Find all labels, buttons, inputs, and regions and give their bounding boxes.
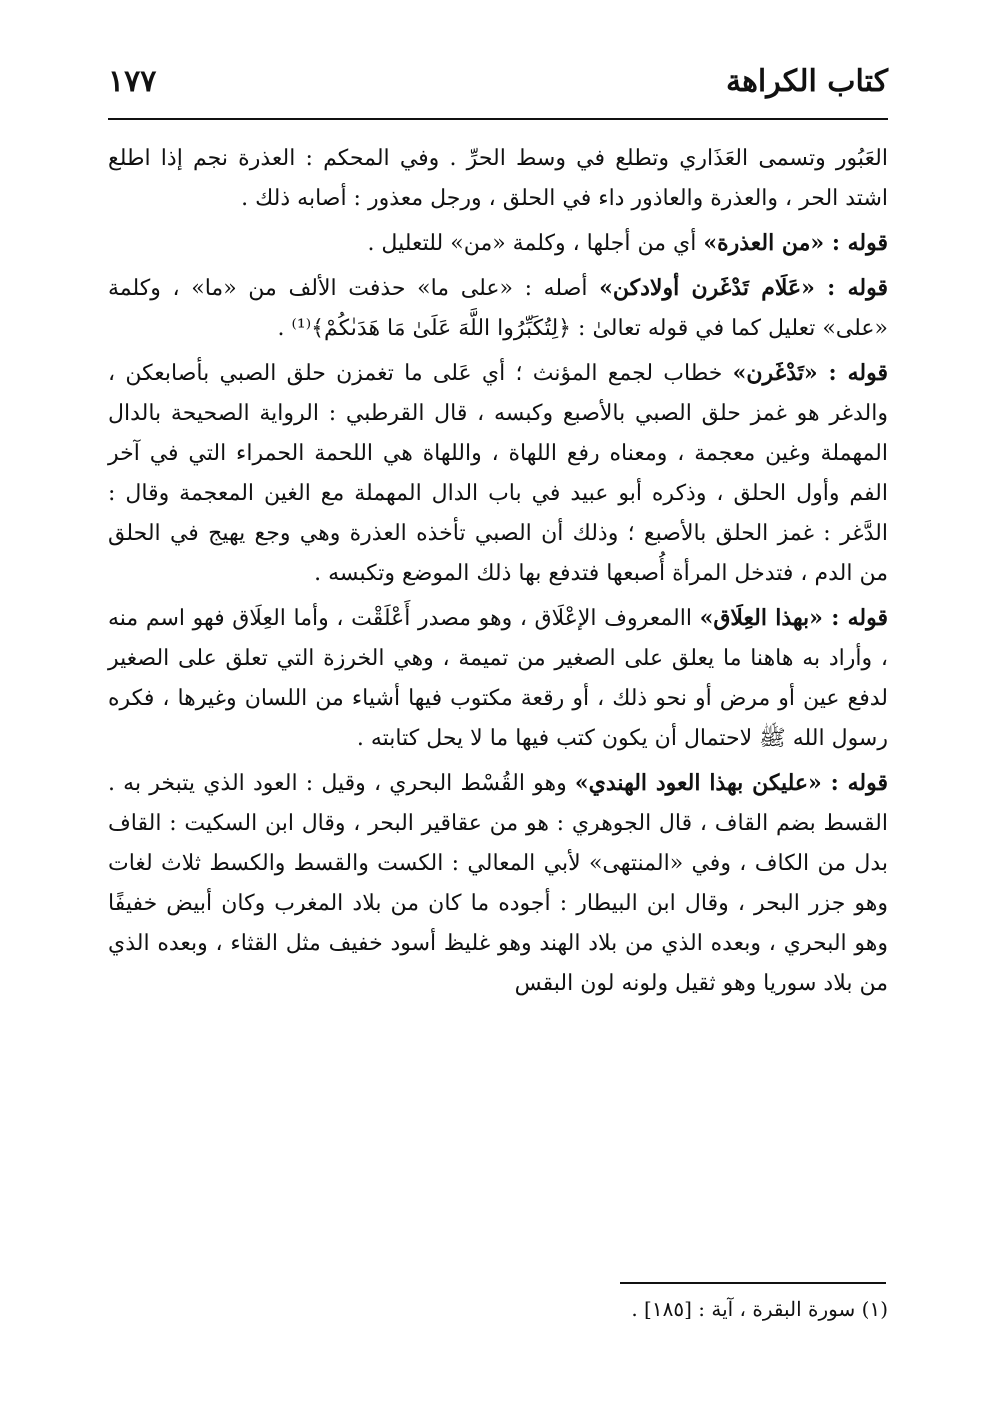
paragraph-2 [108, 223, 888, 264]
page-body [108, 138, 888, 1008]
footnote-divider [620, 1282, 886, 1284]
page-number: ١٧٧ [108, 64, 157, 99]
chapter-title: كتاب الكراهة [726, 64, 888, 99]
paragraph-5-text: االمعروف الإعْلَاق ، وهو مصدر أَعْلَقْت ، وأما العِلَاق فهو اسم منه ، وأراد به هاهنا ما يعلق على الصغير من تميمة ، وهي الخرزة التي تعلق على الصغير لدفع عين أو مرض أو نحو ذلك ، أو رقعة مكتوب فيها أشياء من اللسان وغيرها ، فكره رسول الله ﷺ لاحتمال أن يكون كتب فيها ما لا يحل كتابته . [108, 606, 888, 751]
paragraph-5-lead: قوله : «بهذا العِلَاق» [699, 605, 888, 631]
paragraph-1-text: العَبُور وتسمى العَذَاري وتطلع في وسط الحرِّ . وفي المحكم : العذرة نجم إذا اطلع اشتد الحر ، والعذرة والعاذور داء في الحلق ، ورجل معذور : أصابه ذلك . [108, 146, 888, 211]
paragraph-6 [108, 763, 888, 1004]
page-header [108, 58, 888, 110]
paragraph-3-lead: قوله : «عَلَام تَدْغَرن أولادكن» [599, 275, 888, 301]
paragraph-6-text: وهو القُسْط البحري ، وقيل : العود الذي يتبخر به . القسط بضم القاف ، قال الجوهري : هو من عقاقير البحر ، وقال ابن السكيت : القاف بدل من الكاف ، وفي «المنتهى» لأبي المعالي : الكست والقسط والكسط ثلاث لغات وهو جزر البحر ، وقال ابن البيطار : أجوده ما كان من بلاد المغرب وكان أبيض خفيفًا وهو البحري ، وبعده الذي من بلاد الهند وهو غليظ أسود خفيف مثل القثاء ، وبعده الذي من بلاد سوريا وهو ثقيل ولونه لون البقس [108, 771, 888, 996]
footnote: (١) سورة البقرة ، آية : [١٨٥] . [631, 1297, 888, 1321]
paragraph-4-lead: قوله : «تَدْغَرن» [732, 360, 888, 386]
paragraph-5 [108, 598, 888, 759]
paragraph-3 [108, 268, 888, 349]
paragraph-4 [108, 353, 888, 594]
paragraph-4-text: خطاب لجمع المؤنث ؛ أي عَلى ما تغمزن حلق الصبي بأصابعكن ، والدغر هو غمز حلق الصبي بالأصبع وكبسه ، قال القرطبي : الرواية الصحيحة بالدال المهملة وغين معجمة ، ومعناه رفع اللهاة ، واللهاة هي اللحمة الحمراء التي في آخر الفم وأول الحلق ، وذكره أبو عبيد في باب الدال المهملة مع الغين المعجمة وقال : الدَّغر : غمز الحلق بالأصبع ؛ وذلك أن الصبي تأخذه العذرة وهي وجع يهيج في الحلق من الدم ، فتدخل المرأة أُصبعها فتدفع بها ذلك الموضع وتكبسه . [108, 361, 888, 586]
paragraph-6-lead: قوله : «عليكن بهذا العود الهندي» [574, 770, 888, 796]
paragraph-1 [108, 138, 888, 219]
paragraph-2-lead: قوله : «من العذرة» [703, 230, 888, 256]
paragraph-3-text: أصله : «على ما» حذفت الألف من «ما» ، وكلمة «على» تعليل كما في قوله تعالىٰ : ﴿لِتُكَبِّرُوا اللَّهَ عَلَىٰ مَا هَدَىٰكُمْ﴾⁽¹⁾ . [108, 276, 888, 341]
header-divider [108, 118, 888, 120]
paragraph-2-text: أي من أجلها ، وكلمة «من» للتعليل . [367, 231, 704, 256]
